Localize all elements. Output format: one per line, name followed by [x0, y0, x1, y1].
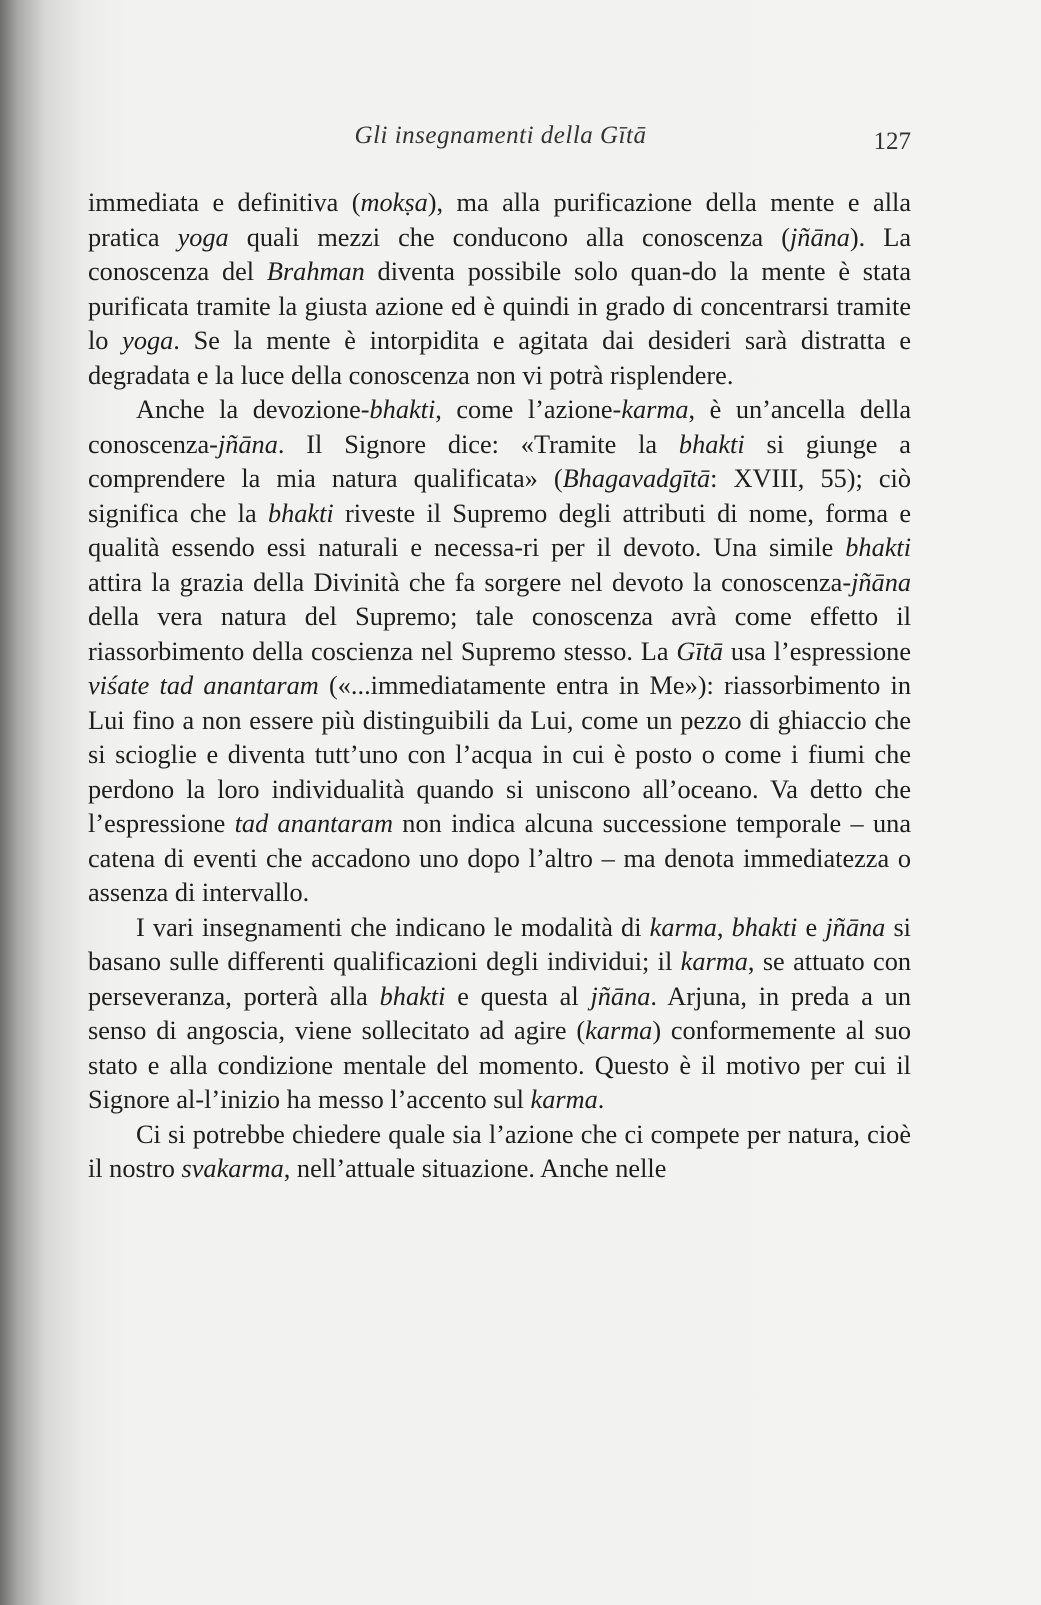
text-run: Ci si potrebbe chiedere quale sia l’azione che ci compete per natura, cioè il nostro: [88, 1119, 911, 1183]
text-run: , è un’ancella della conoscenza-: [88, 395, 911, 459]
text-run: : XVIII, 55); ciò significa che la: [88, 464, 911, 528]
paragraph: [88, 186, 911, 393]
italic-term: karma: [530, 1085, 598, 1114]
text-run: usa l’espressione: [723, 636, 911, 666]
page-number: 127: [873, 128, 911, 155]
text-run: ), ma alla purificazione della mente e alla pratica: [88, 188, 911, 252]
italic-term: jñāna: [790, 222, 850, 252]
italic-term: karma: [649, 912, 717, 942]
text-run: . Il Signore dice: «Tramite la: [277, 429, 679, 459]
text-run: I vari insegnamenti che indicano le modalità di: [136, 912, 650, 942]
italic-term: bhakti: [678, 429, 745, 459]
text-run: . Arjuna, in preda a un senso di angoscia, viene sollecitato ad agire (: [88, 981, 911, 1045]
text-run: ) conformemente al suo stato e alla condizione mentale del momento. Questo è il motivo per cui il Signore al-l’inizio ha messo l’accento sul: [88, 1016, 911, 1114]
text-run: si giunge a comprendere la mia natura qualificata» (: [88, 429, 911, 493]
text-run: della vera natura del Supremo; tale conoscenza avrà come effetto il riassorbimento della coscienza nel Supremo stesso. La: [88, 602, 911, 666]
text-run: Anche la devozione-: [136, 395, 370, 424]
text-run: ). La conoscenza del: [88, 222, 911, 286]
italic-term: jñāna: [825, 912, 886, 942]
italic-term: bhakti: [267, 498, 334, 528]
italic-term: yoga: [122, 326, 174, 355]
italic-term: bhakti: [845, 533, 911, 562]
italic-term: bhakti: [369, 395, 436, 424]
italic-term: karma: [680, 947, 748, 976]
text-run: ,: [716, 912, 732, 942]
italic-term: Gītā: [676, 636, 724, 666]
text-run: quali mezzi che conducono alla conoscenza (: [228, 222, 790, 252]
body-text: [88, 186, 911, 1187]
italic-term: jñāna: [590, 981, 651, 1011]
text-run: attira la grazia della Divinità che fa sorgere nel devoto la conoscenza-: [88, 567, 852, 597]
italic-term: viśate tad anantaram: [88, 671, 319, 700]
text-run: , se attuato con perseveranza, porterà alla: [88, 947, 911, 1011]
text-run: , come l’azione-: [435, 395, 622, 424]
italic-term: mokṣa: [360, 188, 428, 217]
paragraph: [88, 911, 911, 1118]
text-run: riveste il Supremo degli attributi di nome, forma e qualità essendo essi naturali e necessa-ri per il devoto. Una simile: [88, 498, 911, 562]
italic-term: jñāna: [217, 429, 278, 459]
text-run: . Se la mente è intorpidita e agitata dai desideri sarà distratta e degradata e la luce della conoscenza non vi potrà risplendere.: [88, 326, 911, 390]
text-run: , nell’attuale situazione. Anche nelle: [283, 1154, 667, 1183]
italic-term: yoga: [177, 222, 229, 252]
paragraph: [88, 1118, 911, 1187]
text-run: si basano sulle differenti qualificazioni degli individui; il: [88, 912, 911, 976]
italic-term: jñāna: [851, 567, 911, 597]
italic-term: karma: [621, 395, 689, 424]
italic-term: bhakti: [379, 981, 446, 1011]
running-title: Gli insegnamenti della Gītā: [354, 122, 647, 149]
text-run: e: [797, 912, 826, 942]
running-head: [90, 122, 911, 162]
text-run: («...immediatamente entra in Me»): riassorbimento in Lui fino a non essere più distinguibili da Lui, come un pezzo di ghiaccio che si scioglie e diventa tutt’uno con l’acqua in cui è posto o come i fiumi che perdono la loro individualità quando si uniscono all’oceano. Va detto che l’espressione: [88, 671, 911, 838]
text-run: .: [597, 1085, 605, 1114]
italic-term: svakarma: [181, 1154, 284, 1183]
text-run: e questa al: [445, 981, 591, 1011]
text-run: non indica alcuna successione temporale – una catena di eventi che accadono uno dopo l’altro – ma denota immediatezza o assenza di intervallo.: [88, 809, 911, 907]
paragraph: [88, 393, 911, 911]
text-run: immediata e definitiva (: [88, 188, 361, 217]
text-run: diventa possibile solo quan-do la mente è stata purificata tramite la giusta azione ed è quindi in grado di concentrarsi tramite lo: [88, 257, 911, 355]
italic-term: tad anantaram: [234, 809, 393, 838]
italic-term: bhakti: [731, 912, 798, 942]
italic-term: karma: [585, 1016, 653, 1045]
italic-term: Brahman: [266, 257, 365, 286]
italic-term: Bhagavadgītā: [562, 464, 711, 493]
